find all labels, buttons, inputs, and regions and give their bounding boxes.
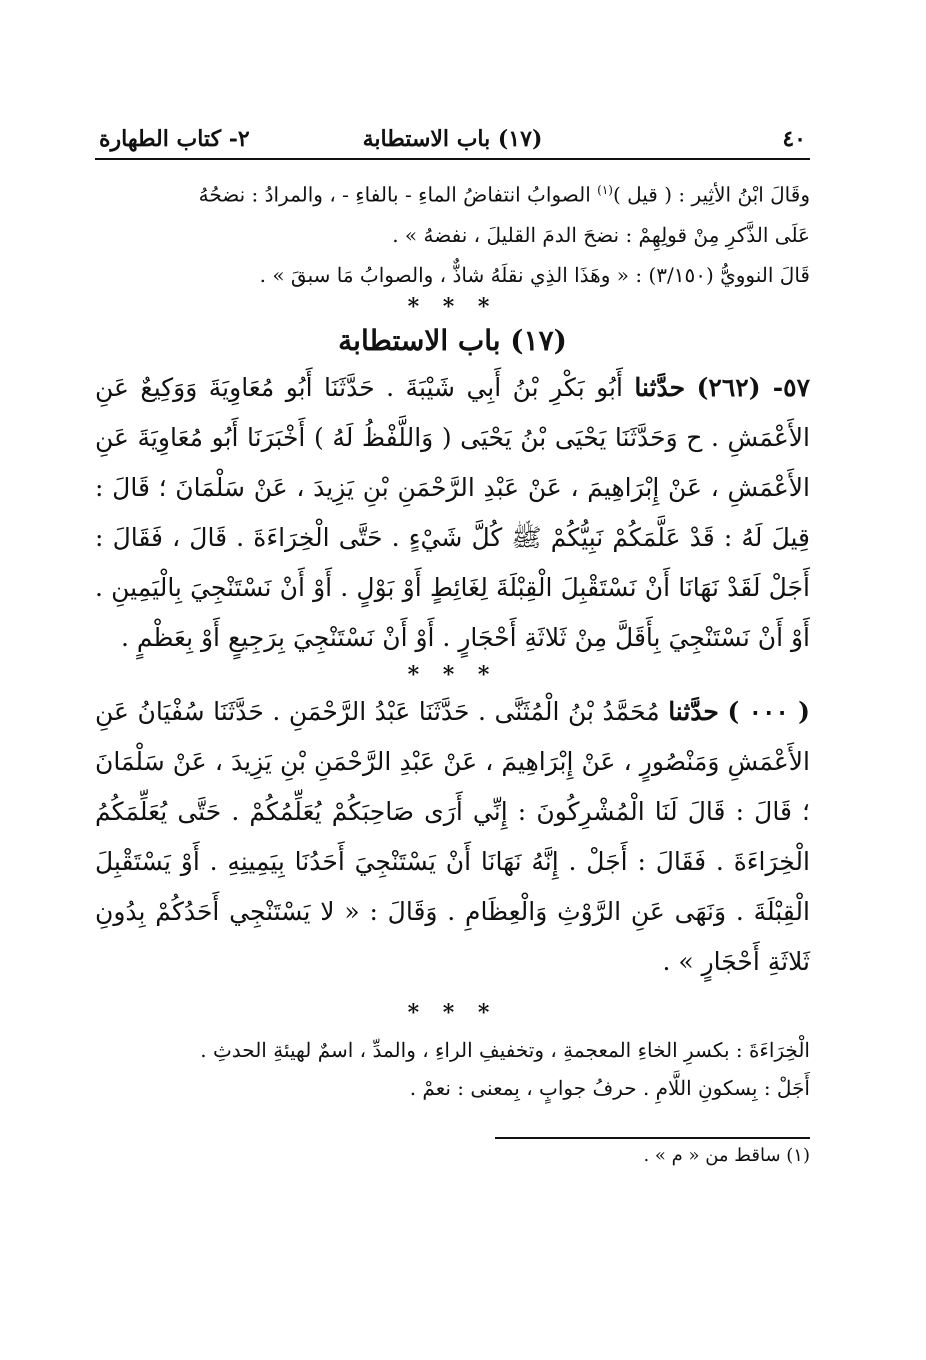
footnote-rule [495,1137,810,1139]
intro-line-3: قَالَ النوويُّ (٣/١٥٠) : « وهَذَا الذِي نقلَهُ شاذٌّ ، والصوابُ مَا سبقَ » . [259,262,810,287]
header-book: ٢- كتاب الطهارة [99,126,250,152]
intro-line-1 [95,170,810,215]
intro-line-1-text: وقَالَ ابْنُ الأثِير : ( قيل ) [612,182,810,207]
gloss-line-2: أَجَلْ : بِسكونِ اللَّامِ . حرفُ جوابٍ ، بِمعنى : نعمْ . [409,1075,810,1100]
page-number: ٤٠ [782,126,806,152]
hadith-57-text: أَبُو بَكْرِ بْنُ أَبِي شَيْبَةَ . حَدَّثَنَا أَبُو مُعَاوِيَةَ وَوَكِيعٌ عَنِ الأَعْمَشِ . ح وَحَدَّثَنَا يَحْيَى بْنُ يَحْيَى ( وَاللَّفْظُ لَهُ ) أَخْبَرَنَا أَبُو مُعَاوِيَةَ عَنِ الأَعْمَشِ ، عَنْ إِبْرَاهِيمَ ، عَنْ عَبْدِ الرَّحْمَنِ بْنِ يَزِيدَ ، عَنْ سَلْمَانَ ؛ قَالَ : قِيلَ لَهُ : قَدْ عَلَّمَكُمْ نَبِيُّكُمْ ﷺ كُلَّ شَيْءٍ . حَتَّى الْخِرَاءَةَ . قَالَ ، فَقَالَ : أَجَلْ لَقَدْ نَهَانَا أَنْ نَسْتَقْبِلَ الْقِبْلَةَ لِغَائِطٍ أَوْ بَوْلٍ . أَوْ أَنْ نَسْتَنْجِيَ بِالْيَمِينِ . أَوْ أَنْ نَسْتَنْجِيَ بِأَقَلَّ مِنْ ثَلاثَةِ أَحْجَارٍ . أَوْ أَنْ نَسْتَنْجِيَ بِرَجِيعٍ أَوْ بِعَظْمٍ . [95,372,810,652]
intro-line-1-rest: الصوابُ انتفاضُ الماءِ - بالفاءِ - ، والمرادُ : نضحُهُ [198,182,598,207]
footnote-ref: (١) [597,183,613,197]
hadith-57-number: ٥٧- (٢٦٢) [696,372,810,402]
intro-commentary [95,170,810,295]
header-chapter: (١٧) باب الاستطابة [362,126,543,152]
separator-3: * * * [407,999,498,1026]
glossary [95,1031,810,1107]
hadith-57-lead: حدَّثنا [634,372,686,402]
footnote: (١) ساقط من « م » . [643,1144,810,1166]
page [95,118,810,1171]
separator-2: * * * [407,661,498,688]
gloss-line-1: الْخِرَاءَةَ : بكسرِ الخاءِ المعجمةِ ، وتخفيفِ الراءِ ، والمدِّ ، اسمٌ لهيئةِ الحدثِ . [200,1037,810,1062]
hadith-000-number: ( ٠٠٠ ) [727,696,810,726]
hadith-000-text: مُحَمَّدُ بْنُ الْمُثَنَّى . حَدَّثَنَا عَبْدُ الرَّحْمَنِ . حَدَّثَنَا سُفْيَانُ عَنِ الأَعْمَشِ وَمَنْصُورٍ ، عَنْ إِبْرَاهِيمَ ، عَنْ عَبْدِ الرَّحْمَنِ بْنِ يَزِيدَ ، عَنْ سَلْمَانَ ؛ قَالَ : قَالَ لَنَا الْمُشْرِكُونَ : إِنِّي أَرَى صَاحِبَكُمْ يُعَلِّمُكُمْ . حَتَّى يُعَلِّمَكُمُ الْخِرَاءَةَ . فَقَالَ : أَجَلْ . إِنَّهُ نَهَانَا أَنْ يَسْتَنْجِيَ أَحَدُنَا بِيَمِينِهِ . أَوْ يَسْتَقْبِلَ الْقِبْلَةَ . وَنَهَى عَنِ الرَّوْثِ وَالْعِظَامِ . وَقَالَ : « لا يَسْتَنْجِي أَحَدُكُمْ بِدُونِ ثَلاثَةِ أَحْجَارٍ » . [95,696,810,976]
hadith-57 [95,363,810,663]
hadith-000 [95,687,810,987]
running-header [95,118,810,160]
intro-line-2: عَلَى الذَّكرِ مِنْ قولِهِمْ : نضحَ الدمَ القليلَ ، نفضهُ » . [392,222,810,247]
hadith-000-lead: حدَّثنا [668,696,719,726]
chapter-title: (١٧) باب الاستطابة [338,323,567,357]
separator-1: * * * [407,293,498,320]
